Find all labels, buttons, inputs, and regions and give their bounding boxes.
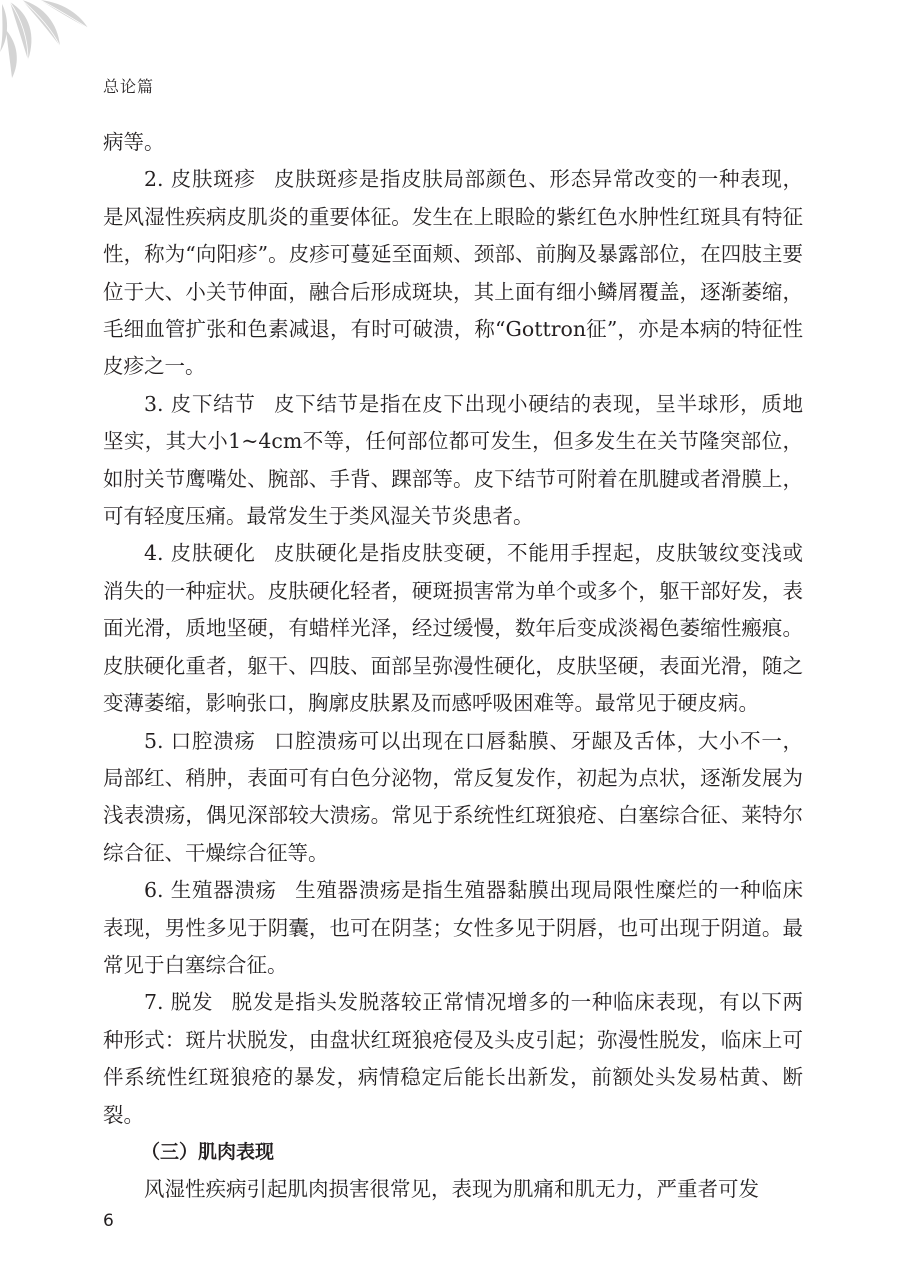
item-paragraph-3: [103, 386, 803, 536]
item-number: 4.: [144, 541, 164, 566]
item-paragraph-6: [103, 872, 803, 984]
item-term: 皮肤硬化: [170, 541, 256, 566]
item-text: 皮肤硬化是指皮肤变硬，不能用手捏起，皮肤皱纹变浅或消失的一种症状。皮肤硬化轻者，硬斑损害常为单个或多个，躯干部好发，表面光滑，质地坚硬，有蜡样光泽，经过缓慢，数年后变成淡褐色萎缩性瘢痕。皮肤硬化重者，躯干、四肢、面部呈弥漫性硬化，皮肤坚硬，表面光滑，随之变薄萎缩，影响张口，胸廓皮肤累及而感呼吸困难等。最常见于硬皮病。: [103, 541, 804, 716]
item-paragraph-4: [103, 535, 803, 722]
item-term: 生殖器溃疡: [170, 878, 277, 903]
item-paragraph-5: [103, 723, 803, 873]
item-text: 生殖器溃疡是指生殖器黏膜出现局限性糜烂的一种临床表现，男性多见于阴囊，也可在阴茎；女性多见于阴唇，也可出现于阴道。最常见于白塞综合征。: [103, 878, 804, 977]
item-text: 口腔溃疡可以出现在口唇黏膜、牙龈及舌体，大小不一，局部红、稍肿，表面可有白色分泌物，常反复发作，初起为点状，逐渐发展为浅表溃疡，偶见深部较大溃疡。常见于系统性红斑狼疮、白塞综合征、莱特尔综合征、干燥综合征等。: [103, 728, 804, 865]
item-term: 脱发: [170, 990, 214, 1015]
item-text: 脱发是指头发脱落较正常情况增多的一种临床表现，有以下两种形式：斑片状脱发，由盘状红斑狼疮侵及头皮引起；弥漫性脱发，临床上可伴系统性红斑狼疮的暴发，病情稳定后能长出新发，前额处头发易枯黄、断裂。: [103, 990, 804, 1127]
item-number: 5.: [144, 728, 164, 753]
section-paragraph: [103, 1171, 803, 1208]
item-term: 皮肤斑疹: [170, 167, 256, 192]
body-text: [103, 124, 803, 1209]
running-head-title: 总论篇: [103, 77, 155, 96]
item-term: 口腔溃疡: [170, 728, 256, 753]
leaf-decoration-icon: [0, 0, 120, 80]
item-text: 皮肤斑疹是指皮肤局部颜色、形态异常改变的一种表现，是风湿性疾病皮肌炎的重要体征。发生在上眼睑的紫红色水肿性红斑具有特征性，称为“向阳疹”。皮疹可蔓延至面颊、颈部、前胸及暴露部位，在四肢主要位于大、小关节伸面，融合后形成斑块，其上面有细小鳞屑覆盖，逐渐萎缩，毛细血管扩张和色素减退，有时可破溃，称“Gottron征”，亦是本病的特征性皮疹之一。: [103, 167, 804, 379]
section-text: 风湿性疾病引起肌肉损害很常见，表现为肌痛和肌无力，严重者可发: [144, 1177, 759, 1202]
item-number: 2.: [144, 167, 164, 192]
item-number: 7.: [144, 990, 164, 1015]
item-paragraph-7: [103, 984, 803, 1134]
item-number: 6.: [144, 878, 164, 903]
item-number: 3.: [144, 391, 164, 416]
continuation-paragraph: [103, 124, 803, 161]
page-number: 6: [103, 1211, 114, 1231]
item-paragraph-2: [103, 161, 803, 385]
paragraph-text: 病等。: [103, 130, 165, 154]
section-heading: （三）肌肉表现: [141, 1140, 275, 1163]
item-term: 皮下结节: [170, 391, 256, 416]
item-text: 皮下结节是指在皮下出现小硬结的表现，呈半球形，质地坚实，其大小1~4cm不等，任何部位都可发生，但多发生在关节隆突部位，如肘关节鹰嘴处、腕部、手背、踝部等。皮下结节可附着在肌腱或者滑膜上，可有轻度压痛。最常发生于类风湿关节炎患者。: [103, 391, 804, 529]
